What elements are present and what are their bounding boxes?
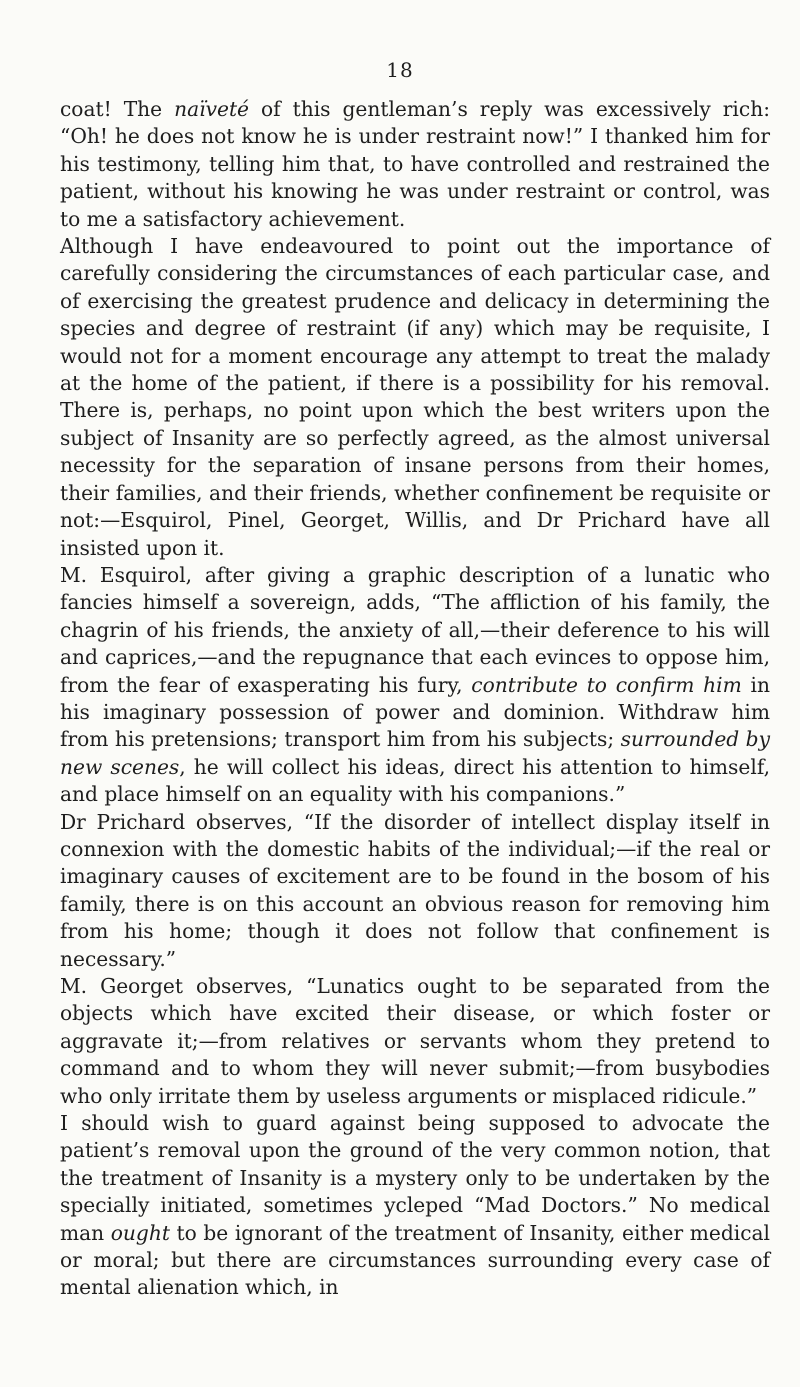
text-run: M. Esquirol, after giving a graphic description of a lunatic who fancies himself a sovereign, adds, “The affliction of his family, the chagrin of his friends, the anxiety of all,—their deference to his will and caprices,—and the repugnance that each evinces to oppose him, from the fear of exasperating his fury,: [60, 562, 770, 697]
text-run: M. Georget observes, “Lunatics ought to be separated from the objects which have excited their disease, or which foster or aggravate it;—from relatives or servants whom they pretend to command and to whom they will never submit;—from busybodies who only irritate them by useless arguments or misplaced ridicule.”: [60, 974, 770, 1108]
paragraph: [60, 1110, 770, 1302]
body-text: [60, 96, 770, 1302]
paragraph: [60, 562, 770, 809]
text-run: Dr Prichard observes, “If the disorder of intellect display itself in connexion with the domestic habits of the individual;—if the real or imaginary causes of excitement are to be found in the bosom of his family, there is on this account an obvious reason for removing him from his home; though it does not follow that confinement is necessary.”: [60, 809, 770, 971]
italic-text: contribute to confirm him: [471, 672, 742, 697]
text-run: to be ignorant of the treatment of Insanity, either medical or moral; but there are circumstances surrounding every case of mental alienation which, in: [60, 1220, 770, 1300]
italic-text: naïveté: [174, 97, 249, 121]
paragraph: [60, 809, 770, 973]
italic-text: surrounded by new scenes: [60, 727, 770, 779]
text-run: of this gentleman’s reply was excessively rich: “Oh! he does not know he is under restraint now!” I thanked him for his testimony, telling him that, to have controlled and restrained the patient, without his knowing he was under restraint or control, was to me a satisfactory achievement.: [60, 97, 770, 231]
paragraph: [60, 973, 770, 1110]
italic-text: ought: [110, 1220, 170, 1245]
text-run: , he will collect his ideas, direct his attention to himself, and place himself on an equality with his companions.”: [60, 754, 770, 807]
page-number: 18: [386, 58, 414, 82]
text-run: Although I have endeavoured to point out the importance of carefully considering the circumstances of each particular case, and of exercising the greatest prudence and delicacy in determining the species and degree of restraint (if any) which may be requisite, I would not for a moment encourage any attempt to treat the malady at the home of the patient, if there is a possibility for his removal. There is, perhaps, no point upon which the best writers upon the subject of Insanity are so perfectly agreed, as the almost universal necessity for the separation of insane persons from their homes, their families, and their friends, whether confinement be requisite or not:—Esquirol, Pinel, Georget, Willis, and Dr Prichard have all insisted upon it.: [60, 234, 770, 560]
text-run: in his imaginary possession of power and dominion. Withdraw him from his pretensions; transport him from his subjects;: [60, 672, 770, 752]
paragraph: [60, 96, 770, 233]
paragraph: [60, 233, 770, 562]
text-run: coat! The: [60, 97, 175, 121]
text-run: I should wish to guard against being supposed to advocate the patient’s removal upon the ground of the very common notion, that the treatment of Insanity is a mystery only to be undertaken by the specially initiated, sometimes ycleped “Mad Doctors.” No medical man: [60, 1111, 770, 1245]
